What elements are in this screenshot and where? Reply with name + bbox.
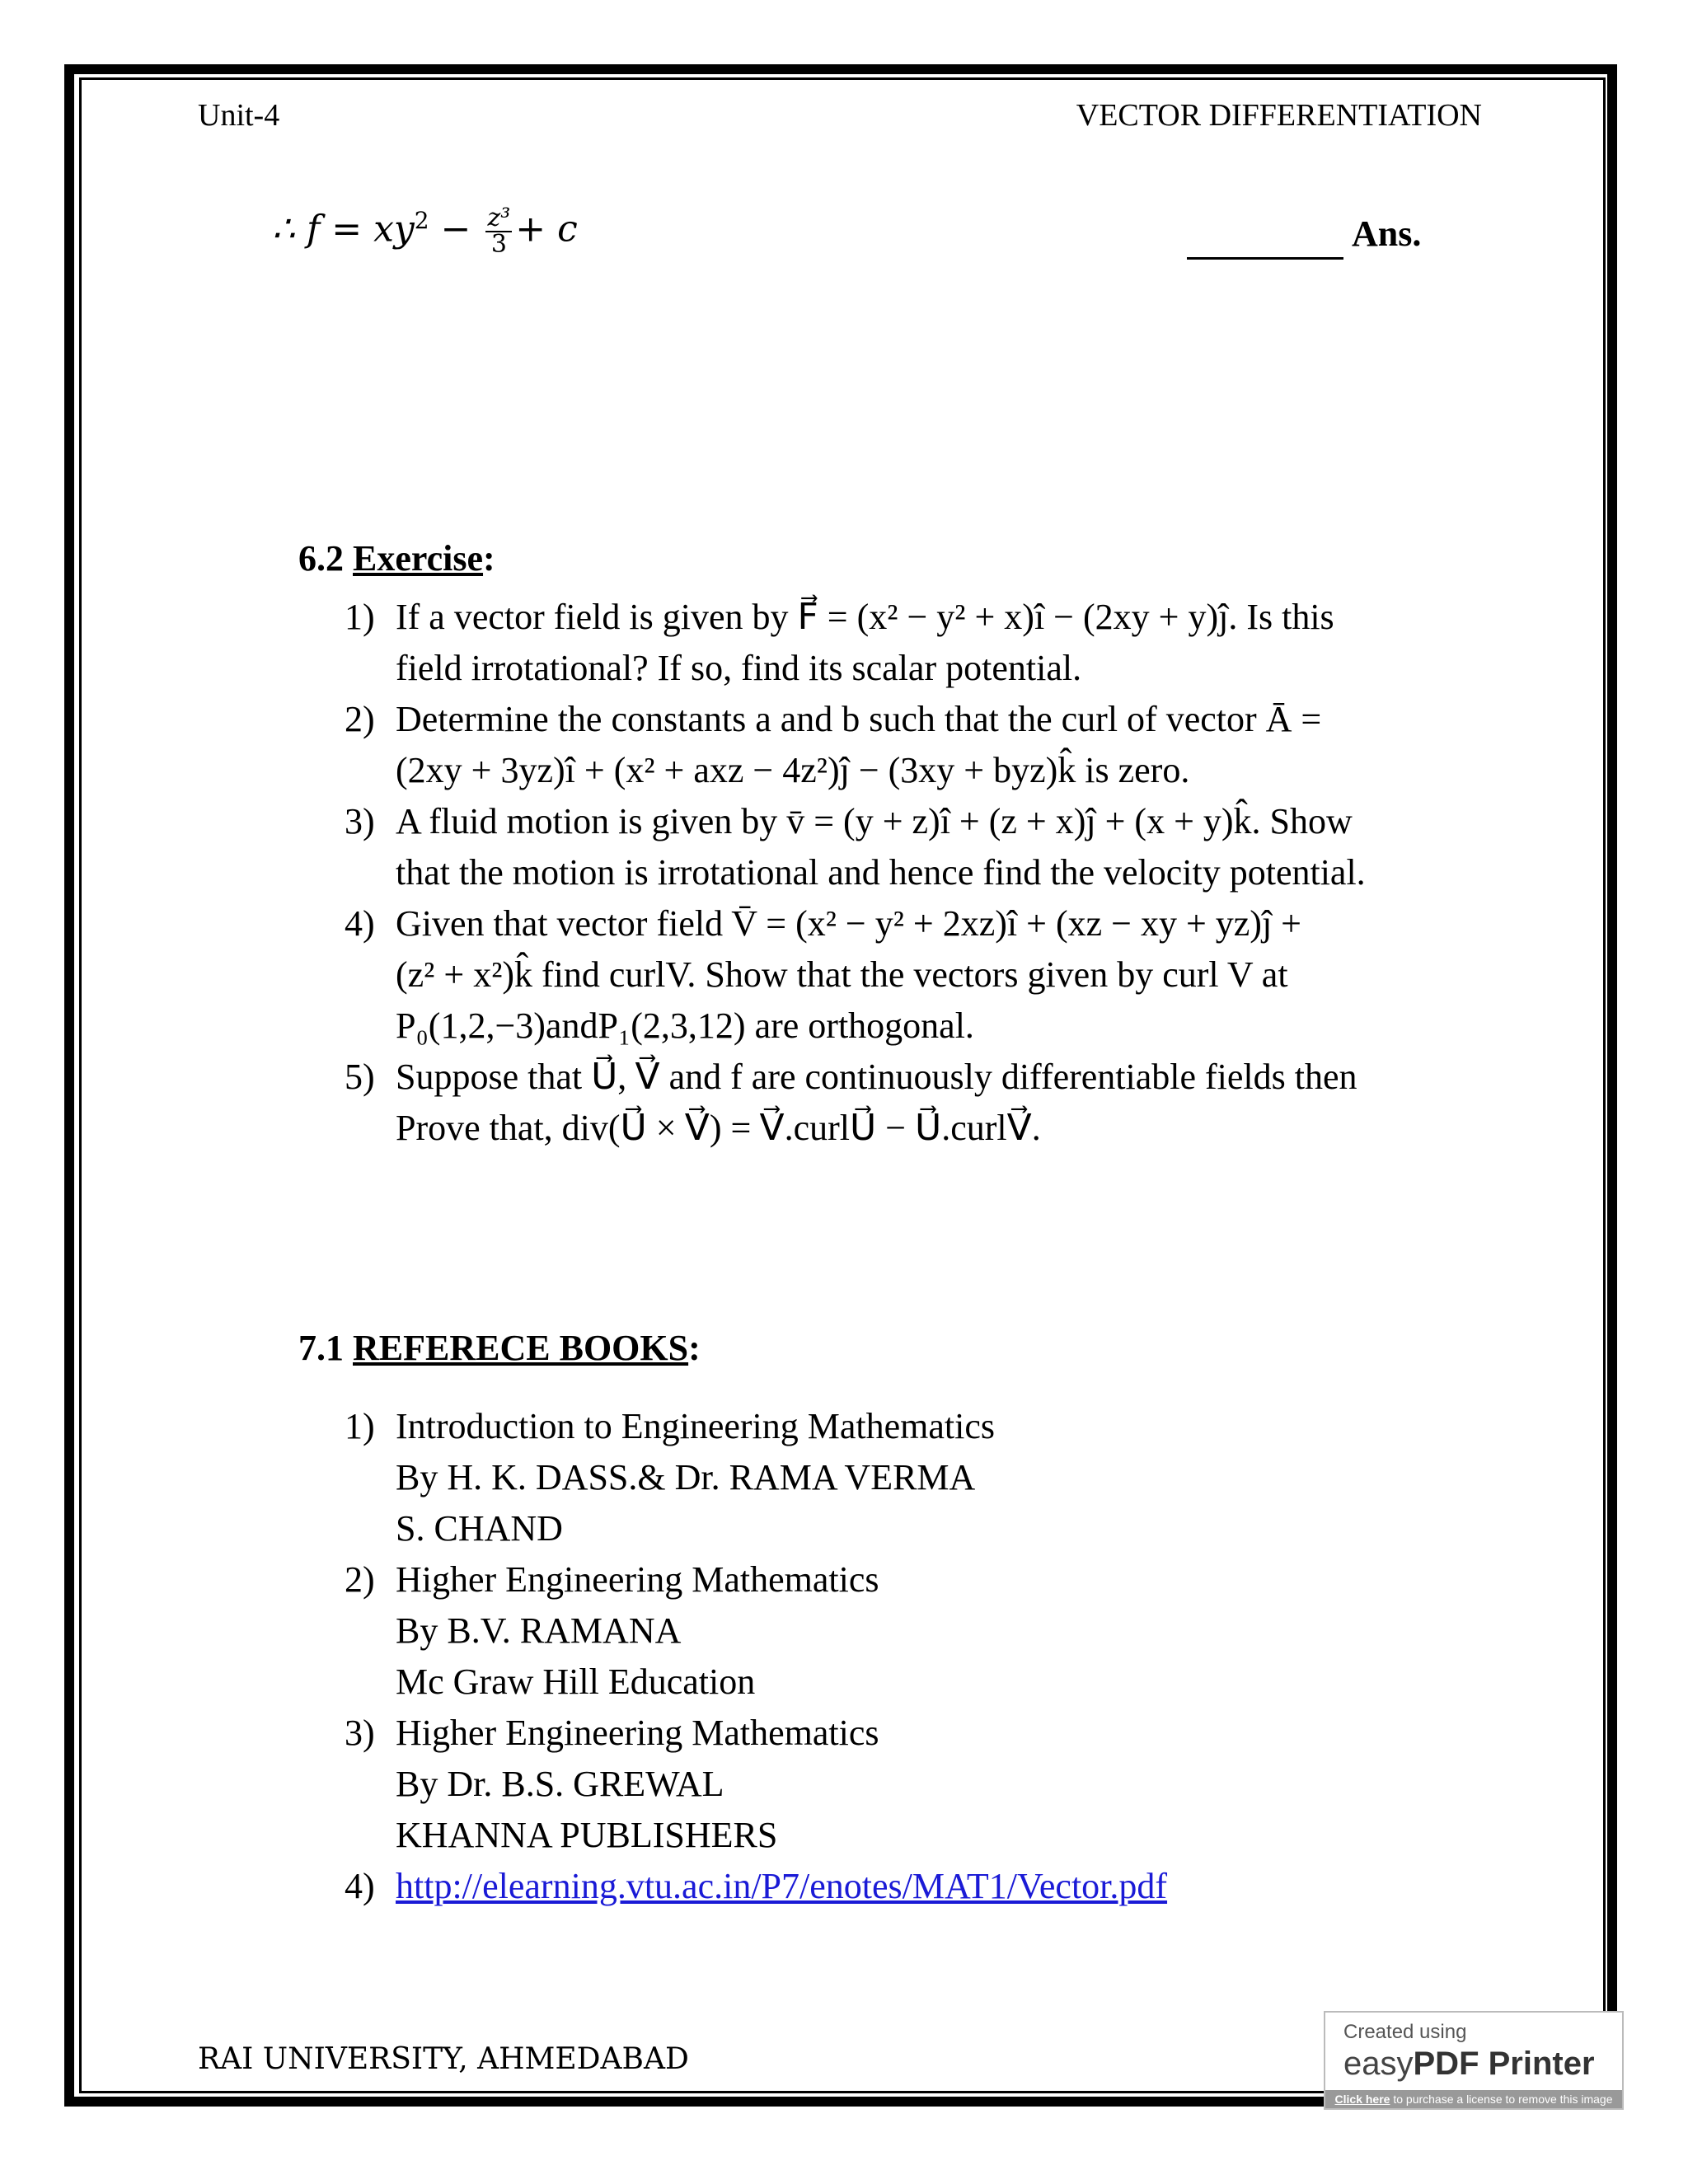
item-line: Given that vector field V̄ = (x² − y² + 2xz)î + (xz − xy + yz)ĵ + xyxy=(396,903,1301,944)
list-item xyxy=(345,898,1482,1052)
badge-purchase-bar[interactable] xyxy=(1325,2090,1622,2108)
answer-prefix: ∴ f = xy xyxy=(272,208,415,251)
answer-fraction xyxy=(485,206,512,257)
badge-brand-easy: easy xyxy=(1343,2046,1414,2082)
exercise-number: 6.2 xyxy=(298,538,344,579)
list-item xyxy=(345,1708,1482,1861)
badge-created: Created using xyxy=(1343,2021,1467,2043)
exercise-list xyxy=(345,592,1482,1154)
badge-brand xyxy=(1343,2046,1595,2083)
item-line: Suppose that U⃗, V⃗ and f are continuously differentiable fields then xyxy=(396,1057,1357,1097)
list-item xyxy=(345,694,1482,796)
header-unit: Unit-4 xyxy=(198,98,280,133)
item-line: Prove that, div(U⃗ × V⃗) = V⃗.curlU⃗ − U⃗.curlV⃗. xyxy=(396,1108,1041,1148)
exercise-heading xyxy=(298,537,495,579)
exercise-colon: : xyxy=(483,538,495,579)
item-line: Determine the constants a and b such that the curl of vector Ā = xyxy=(396,699,1322,739)
pdf-printer-badge[interactable] xyxy=(1324,2011,1624,2110)
item-number: 2) xyxy=(345,699,375,739)
footer-university: RAI UNIVERSITY, AHMEDABAD xyxy=(198,2042,689,2076)
list-item xyxy=(345,796,1482,898)
badge-click-link[interactable]: Click here xyxy=(1334,2093,1390,2106)
item-line: By H. K. DASS.& Dr. RAMA VERMA xyxy=(396,1457,976,1497)
references-colon: : xyxy=(688,1328,701,1368)
item-line: Mc Graw Hill Education xyxy=(396,1661,756,1702)
list-item xyxy=(345,1052,1482,1154)
item-number: 4) xyxy=(345,1866,375,1906)
answer-tail: + c xyxy=(515,208,578,251)
item-line: S. CHAND xyxy=(396,1508,563,1549)
item-line: KHANNA PUBLISHERS xyxy=(396,1815,778,1855)
references-number: 7.1 xyxy=(298,1328,344,1368)
item-line: field irrotational? If so, find its scalar potential. xyxy=(396,648,1082,688)
item-line: Higher Engineering Mathematics xyxy=(396,1713,879,1753)
references-list xyxy=(345,1401,1482,1912)
fraction-denominator: 3 xyxy=(490,230,507,259)
list-item xyxy=(345,1401,1482,1554)
item-line: A fluid motion is given by v̄ = (y + z)î + (z + x)ĵ + (x + y)k̂. Show xyxy=(396,801,1353,841)
fraction-numerator: z³ xyxy=(487,204,511,232)
item-number: 1) xyxy=(345,1406,375,1446)
item-number: 3) xyxy=(345,1713,375,1753)
item-line: By Dr. B.S. GREWAL xyxy=(396,1764,724,1804)
item-line: (2xy + 3yz)î + (x² + axz − 4z²)ĵ − (3xy + byz)k̂ is zero. xyxy=(396,750,1190,790)
list-item xyxy=(345,592,1482,694)
references-heading xyxy=(298,1327,701,1369)
item-line: If a vector field is given by F⃗ = (x² − y² + x)î − (2xy + y)ĵ. Is this xyxy=(396,597,1334,637)
item-number: 2) xyxy=(345,1559,375,1600)
item-number: 5) xyxy=(345,1057,375,1097)
item-line: Higher Engineering Mathematics xyxy=(396,1559,879,1600)
answer-equation xyxy=(272,206,578,257)
item-line: By B.V. RAMANA xyxy=(396,1610,682,1651)
reference-link[interactable]: http://elearning.vtu.ac.in/P7/enotes/MAT1/Vector.pdf xyxy=(396,1866,1168,1906)
item-number: 4) xyxy=(345,903,375,944)
list-item xyxy=(345,1861,1482,1912)
item-number: 1) xyxy=(345,597,375,637)
references-title: REFERECE BOOKS xyxy=(353,1328,689,1368)
answer-minus: − xyxy=(429,208,483,251)
item-line: that the motion is irrotational and hence find the velocity potential. xyxy=(396,852,1366,893)
answer-label: Ans. xyxy=(1352,213,1422,254)
badge-brand-printer: PDF Printer xyxy=(1413,2046,1595,2082)
answer-exponent: 2 xyxy=(414,206,429,234)
item-line: Introduction to Engineering Mathematics xyxy=(396,1406,996,1446)
item-line: (z² + x²)k̂ find curlV. Show that the vectors given by curl V at xyxy=(396,954,1288,995)
badge-purchase-text: to purchase a license to remove this image xyxy=(1390,2093,1613,2106)
exercise-title: Exercise xyxy=(353,538,484,579)
header-title: VECTOR DIFFERENTIATION xyxy=(1076,98,1482,133)
answer-blank-line xyxy=(1187,208,1343,260)
list-item xyxy=(345,1554,1482,1708)
item-number: 3) xyxy=(345,801,375,841)
item-line: P₀(1,2,−3)andP₁(2,3,12) are orthogonal. xyxy=(396,1005,974,1046)
